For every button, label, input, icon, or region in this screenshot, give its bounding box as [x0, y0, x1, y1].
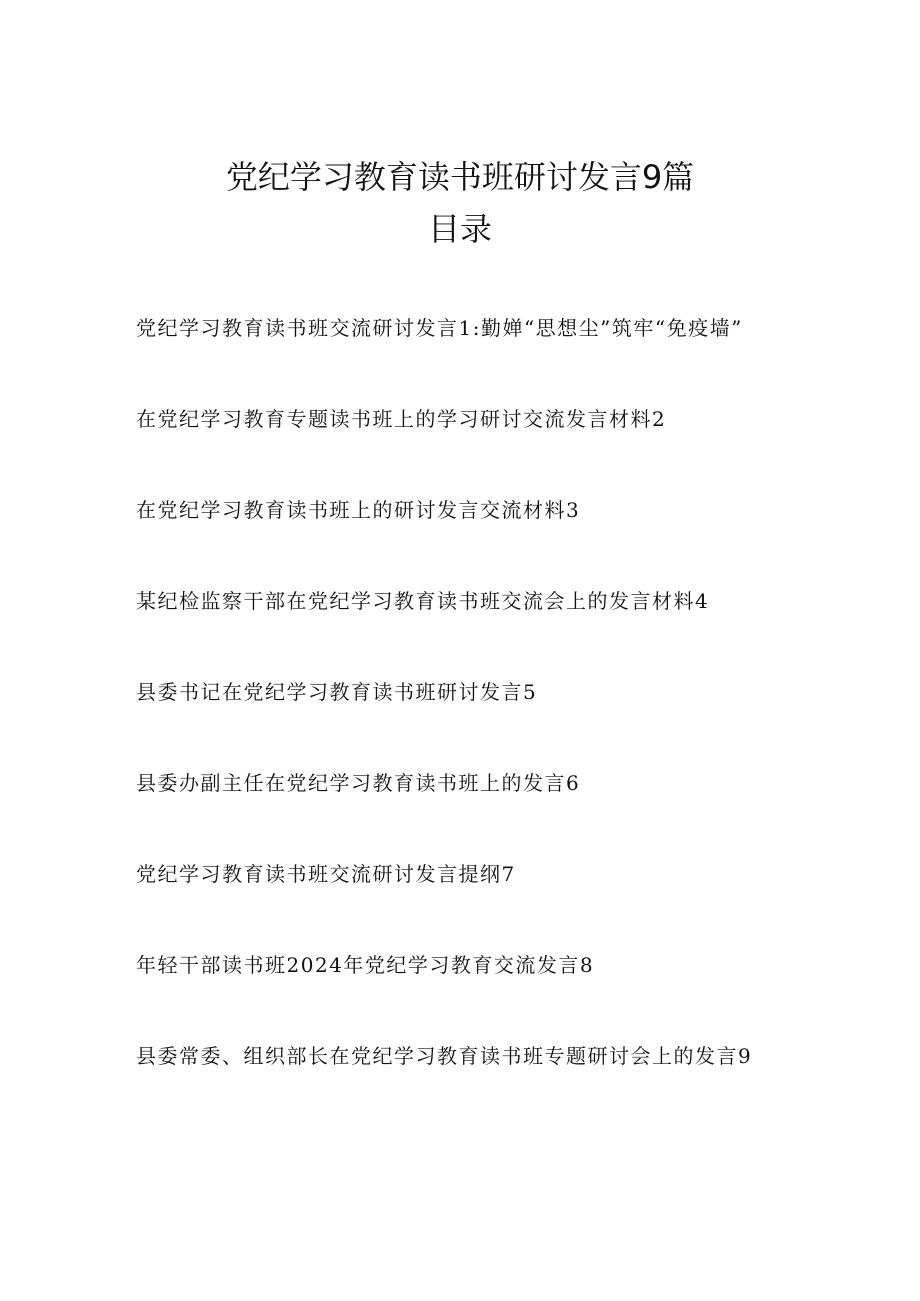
toc-item-5[interactable]: 县委书记在党纪学习教育读书班研讨发言5	[136, 680, 538, 704]
toc-item-2[interactable]: 在党纪学习教育专题读书班上的学习研讨交流发言材料2	[136, 407, 667, 431]
document-title: 党纪学习教育读书班研讨发言9篇	[225, 158, 695, 196]
toc-heading: 目录	[427, 210, 492, 248]
toc-item-6[interactable]: 县委办副主任在党纪学习教育读书班上的发言6	[136, 771, 581, 795]
toc-item-7[interactable]: 党纪学习教育读书班交流研讨发言提纲7	[136, 862, 516, 886]
toc-item-1[interactable]: 党纪学习教育读书班交流研讨发言1:勤婵“思想尘”筑牢“免疫墙”	[136, 316, 743, 340]
table-of-contents	[136, 306, 776, 1125]
toc-item-3[interactable]: 在党纪学习教育读书班上的研讨发言交流材料3	[136, 498, 581, 522]
toc-item-4[interactable]: 某纪检监察干部在党纪学习教育读书班交流会上的发言材料4	[136, 589, 710, 613]
toc-item-8[interactable]: 年轻干部读书班2024年党纪学习教育交流发言8	[136, 953, 595, 977]
toc-item-9[interactable]: 县委常委、组织部长在党纪学习教育读书班专题研讨会上的发言9	[136, 1044, 753, 1068]
